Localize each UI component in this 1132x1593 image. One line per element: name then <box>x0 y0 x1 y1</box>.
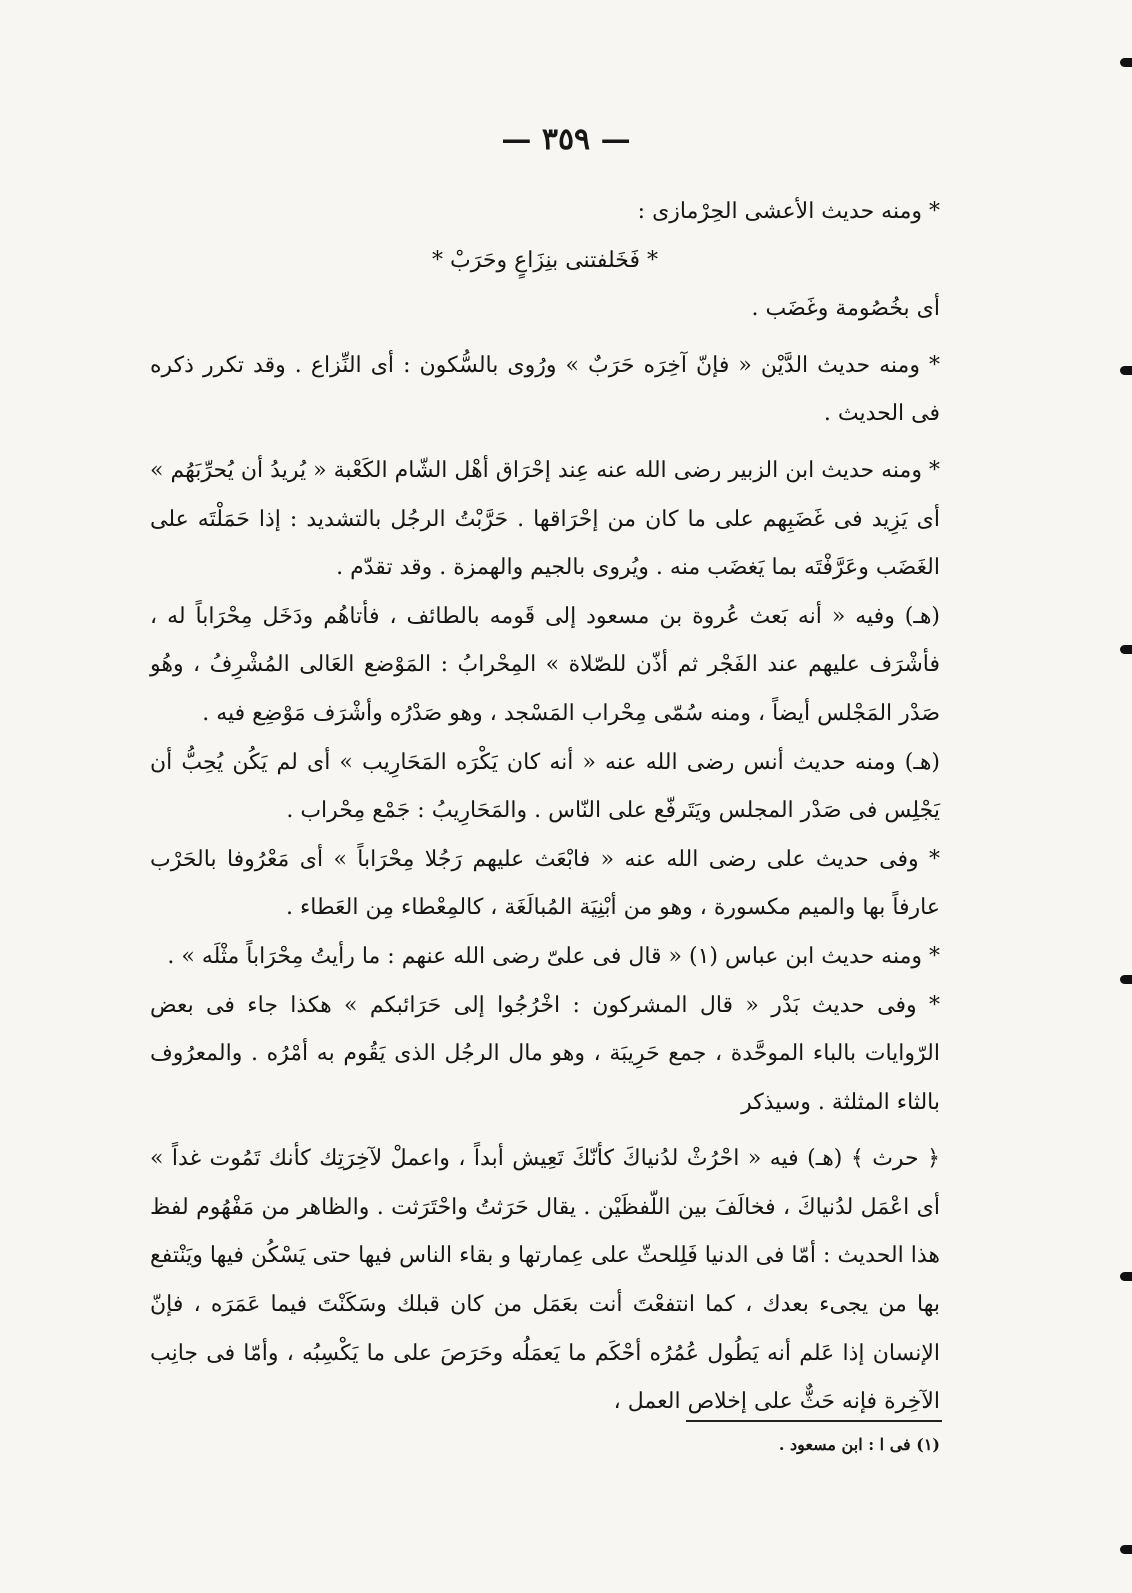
paragraph-entry-harth: ﴿ حرث ﴾ (هـ) فيه « احْرُثْ لدُنياكَ كأنّكَ تَعِيش أبداً ، واعملْ لآخِرَتِك كأنك تَمُوت غداً » أى اعْمَل لدُنياكَ ، فخالَفَ بين اللّفظَيْن . يقال حَرَثتُ واحْتَرَثت . والظاهر من مَفْهُوم لفظ هذا الحديث : أمّا فى الدنيا فَلِلحثّ على عِمارتها و بقاء الناس فيها حتى يَسْكُن فيها ويَنْتفع بها من يجىء بعدك ، كما انتفعْتَ أنت بعَمَل من كان قبلك وسَكَنْتَ فيما عَمَرَه ، فإنّ الإنسان إذا عَلم أنه يَطُول عُمُرُه أحْكَم ما يَعمَلُه وحَرَصَ على ما يَكْسِبُه ، وأمّا فى جانِب الآخِرة فإنه حَثٌّ على إخلاص العمل ، <box>150 1146 940 1415</box>
verse-line: * فَخَلفتنى بنِزَاعٍ وحَرَبْ * <box>432 247 658 273</box>
paragraph-hadith-anas: (هـ) ومنه حديث أنس رضى الله عنه « أنه كان يَكْرَه المَحَارِيب » أى لم يَكُن يُحِبُّ أن يَجْلِس فى صَدْر المجلس ويَتَرفّع على النّاس . والمَحَارِيبُ : جَمْع مِحْراب . <box>150 749 940 824</box>
paragraph-hadith-ibn-zubayr: * ومنه حديث ابن الزبير رضى الله عنه عِند إحْرَاق أهْل الشّام الكَعْبة « يُريدُ أن يُحرِّبَهُم » أى يَزِيد فى غَضَبِهم على ما كان من إحْرَاقها . حَرَّبْتُ الرجُل بالتشديد : إذا حَمَلْتَه على الغَضَب وعَرَّفْتَه بما يَغضَب منه . ويُروى بالجيم والهمزة . وقد تقدّم . <box>150 457 940 581</box>
scan-edge-mark <box>1120 58 1132 67</box>
paragraph-hadith-ali: * وفى حديث على رضى الله عنه « فابْعَث عليهم رَجُلا مِحْرَاباً » أى مَعْرُوفا بالحَرْب عارفاً بها والميم مكسورة ، وهو من أبْنِيَة المُبالَغَة ، كالمِعْطاء مِن العَطاء . <box>150 846 940 921</box>
paragraph-hadith-ibn-abbas: * ومنه حديث ابن عباس (١) « قال فى علىّ رضى الله عنهم : ما رأيتُ مِحْرَاباً مثْلَه » . <box>167 943 940 969</box>
paragraph-hadith-dayn: * ومنه حديث الدَّيْن « فإنّ آخِرَه حَرَبٌ » ورُوى بالسُّكون : أى النِّزاع . وقد تكرر ذكره فى الحديث . <box>150 352 940 427</box>
footnote-divider <box>686 1420 942 1422</box>
scan-edge-mark <box>1120 366 1132 375</box>
scan-edge-mark <box>1120 1272 1132 1281</box>
paragraph-hadith-aasha: * ومنه حديث الأعشى الحِرْمازى : <box>637 199 940 224</box>
paragraph-explanation: أى بخُصُومة وغَضَب . <box>751 296 940 322</box>
footnote: (١) فى ا : ابن مسعود . <box>778 1435 940 1454</box>
scan-edge-mark <box>1120 1545 1132 1554</box>
paragraph-hadith-badr: * وفى حديث بَدْر « قال المشركون : اخْرُجُوا إلى حَرَائبكم » هكذا جاء فى بعض الرّوايات بالباء الموحَّدة ، جمع حَرِيبَة ، وهو مال الرجُل الذى يَقُوم به أمْرُه . والمعرُوف بالثاء المثلثة . وسيذكر <box>150 992 940 1115</box>
scan-edge-mark <box>1120 975 1132 984</box>
page-number: — ٣٥٩ — <box>501 122 631 157</box>
paragraph-hadith-urwa: (هـ) وفيه « أنه بَعث عُروة بن مسعود إلى قَومه بالطائف ، فأتاهُم ودَخَل مِحْرَاباً له ، فأشْرَف عليهم عند الفَجْر ثم أذّن للصّلاة » المِحْرابُ : المَوْضع العَالى المُشْرِفُ ، وهُو صَدْر المَجْلس أيضاً ، ومنه سُمّى مِحْراب المَسْجد ، وهو صَدْرُه وأشْرَف مَوْضِع فيه . <box>150 603 940 726</box>
main-text <box>150 188 940 1427</box>
scan-edge-mark <box>1120 645 1132 654</box>
